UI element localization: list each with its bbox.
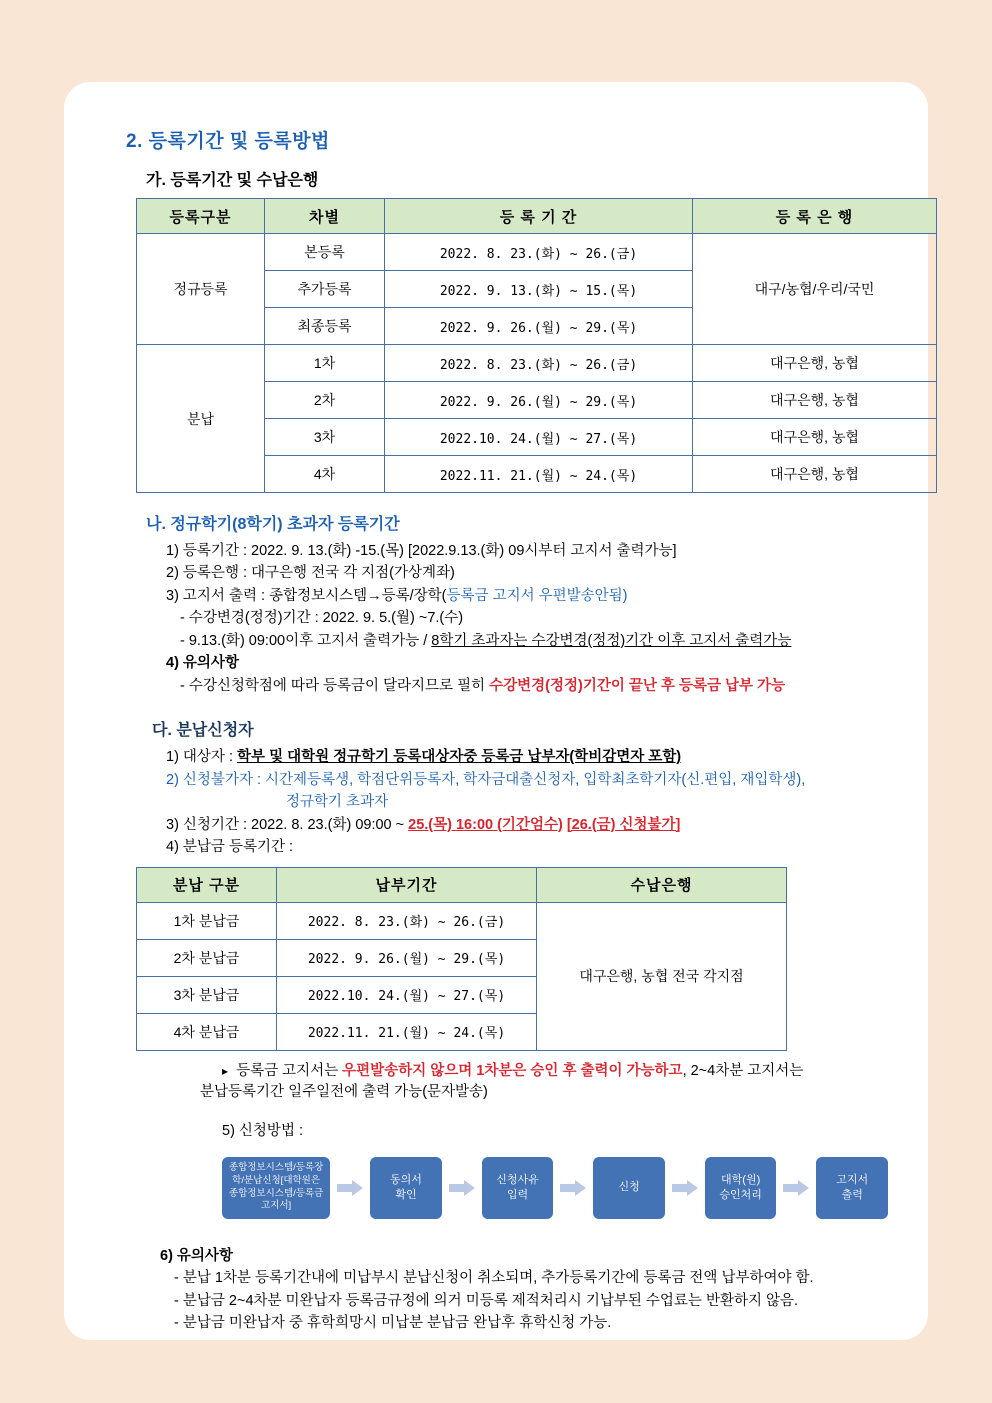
cell-period: 2022.10. 24.(월) ~ 27.(목) [385,419,693,456]
item-c-6-line3: - 분납금 미완납자 중 휴학희망시 미납분 분납금 완납후 휴학신청 가능. [174,1315,612,1331]
note-line-1 [222,1061,888,1083]
cell-period: 2022. 9. 13.(화) ~ 15.(목) [385,271,693,308]
cell-payment-period: 2022.10. 24.(월) ~ 27.(목) [277,976,537,1013]
note-highlight: 우편발송하지 않으며 1차분은 승인 후 출력이 가능하고 [342,1062,683,1079]
item-c-6-line2: - 분납금 2~4차분 미완납자 등록금규정에 의거 미등록 제적처리시 기납부된 수업료는 반환하지 않음. [174,1292,799,1309]
cell-payment-period: 2022. 9. 26.(월) ~ 29.(목) [277,939,537,976]
flow-node-reason-line1: 신청사유 [496,1173,539,1186]
table-header-row [137,867,787,902]
table-row [137,234,937,271]
registration-period-table [136,198,937,493]
col-header-category: 등록구분 [137,199,265,234]
subsection-c-body [166,746,888,858]
item-c-3-deadline: 25.(목) 16:00 (기간엄수) [408,816,563,833]
cell-installment-type: 2차 분납금 [137,939,277,976]
cell-period: 2022. 9. 26.(월) ~ 29.(목) [385,382,693,419]
cell-type: 3차 [265,419,385,456]
table-row [137,345,937,382]
flow-node-reason [482,1157,554,1219]
cell-type: 추가등록 [265,271,385,308]
cell-period: 2022. 9. 26.(월) ~ 29.(목) [385,308,693,345]
arrow-right-icon [672,1180,698,1196]
installment-schedule-table [136,867,787,1051]
cell-period: 2022. 8. 23.(화) ~ 26.(금) [385,345,693,382]
flow-node-print-line1: 고지서 [836,1173,869,1186]
flow-node-approval-line2: 승인처리 [719,1188,762,1201]
cell-period: 2022.11. 21.(월) ~ 24.(목) [385,456,693,493]
flow-node-print [816,1157,888,1219]
cell-bank: 대구은행, 농협 [693,456,937,493]
arrow-right-icon [783,1180,809,1196]
flow-node-apply-line1: 신청 [618,1181,640,1194]
cell-installment-type: 4차 분납금 [137,1013,277,1050]
col-header-receiving-bank: 수납은행 [537,867,787,902]
application-flow-diagram [222,1157,888,1219]
item-c-2-label: 2) 신청불가자 : [166,771,266,788]
triangle-bullet-icon: ▸ [222,1063,229,1078]
cell-group-regular: 정규등록 [137,234,265,345]
item-b-2: 2) 등록은행 : 대구은행 전국 각 지점(가상계좌) [166,565,455,582]
item-c-2-value: 시간제등록생, 학점단위등록자, 학자금대출신청자, 입학최초학기자(신.편입, 재입학생), [265,771,806,788]
item-c-5: 5) 신청방법 : [222,1123,304,1140]
item-c-5-wrapper [166,1120,888,1142]
subsection-c-title: 다. 분납신청자 [152,722,254,740]
subsection-b-body [166,540,888,697]
col-header-period: 등 록 기 간 [385,199,693,234]
section-title-text: 등록기간 및 등록방법 [148,131,330,152]
item-c-6-title: 6) 유의사항 [160,1247,233,1264]
arrow-right-icon [449,1180,475,1196]
flow-node-consent-line2: 확인 [395,1188,417,1201]
note-plain-2: , 2~4차분 고지서는 [682,1062,804,1079]
item-b-3-sub2-underline: 8학기 초과자는 수강변경(정정)기간 이후 고지서 출력가능 [431,632,792,649]
section-number: 2. [126,131,143,152]
item-c-1-plain: 1) 대상자 : [166,749,238,766]
arrow-right-icon [560,1180,586,1196]
item-b-1: 1) 등록기간 : 2022. 9. 13.(화) -15.(목) [2022.9.13.(화) 09시부터 고지서 출력가능] [166,543,677,559]
arrow-right-icon [337,1180,363,1196]
item-b-3-highlight: 등록금 고지서 우편발송안됨 [446,587,623,604]
item-b-3 [166,585,888,607]
document-page [64,82,928,1340]
flow-node-system-line1: 종합정보시스템/등록장 [228,1161,324,1173]
col-header-installment-type: 분납 구분 [137,867,277,902]
item-b-4-title: 4) 유의사항 [166,655,239,672]
cell-type: 4차 [265,456,385,493]
installment-bill-note [200,1061,888,1105]
cell-type: 1차 [265,345,385,382]
cell-type: 본등록 [265,234,385,271]
item-c-1-underline: 학부 및 대학원 정규학기 등록대상자중 등록금 납부자(학비감면자 포함) [237,749,682,766]
item-b-4-plain: - 수강신청학점에 따라 등록금이 달라지므로 필히 [180,677,490,694]
item-c-2 [166,769,888,791]
item-b-4-note [180,675,888,697]
cell-bank: 대구은행, 농협 [693,419,937,456]
table-row [137,902,787,939]
item-b-3-sub2-plain: - 9.13.(화) 09:00이후 고지서 출력가능 / [180,632,432,649]
item-b-3-sub1: - 수강변경(정정)기간 : 2022. 9. 5.(월) ~7.(수) [180,610,464,627]
item-c-3-plain: 3) 신청기간 : 2022. 8. 23.(화) 09:00 ~ [166,816,409,833]
page-title [126,126,888,153]
cell-receiving-bank: 대구은행, 농협 전국 각지점 [537,902,787,1050]
cell-bank: 대구은행, 농협 [693,382,937,419]
cell-payment-period: 2022. 8. 23.(화) ~ 26.(금) [277,902,537,939]
cell-payment-period: 2022.11. 21.(월) ~ 24.(목) [277,1013,537,1050]
flow-node-system-line2: 학/분납신청[대학원은 [232,1174,321,1186]
item-c-2-value2: 정규학기 초과자 [286,794,389,811]
flow-node-system-line4: 고지서] [261,1200,292,1212]
note-plain-1: 등록금 고지서는 [236,1062,343,1079]
item-c-1 [166,746,888,768]
cell-type: 최종등록 [265,308,385,345]
cell-bank-regular: 대구/농협/우리/국민 [693,234,937,345]
item-b-4-warning: 수강변경(정정)기간이 끝난 후 등록금 납부 가능 [489,677,786,694]
flow-node-approval [705,1157,777,1219]
flow-node-consent [370,1157,442,1219]
subsection-a-title: 가. 등록기간 및 수납은행 [146,172,319,189]
item-c-6-wrapper [160,1245,888,1335]
flow-node-reason-line2: 입력 [506,1188,529,1201]
table-header-row [137,199,937,234]
flow-node-print-line2: 출력 [841,1188,863,1201]
flow-node-approval-line1: 대학(원) [721,1173,761,1186]
item-b-3-suffix: ) [622,587,628,604]
flow-node-system [222,1157,330,1219]
col-header-bank: 등 록 은 행 [693,199,937,234]
cell-installment-type: 1차 분납금 [137,902,277,939]
subsection-b-title: 나. 정규학기(8학기) 초과자 등록기간 [146,516,400,533]
item-c-3 [166,814,888,836]
item-c-3-unavailable: [26.(금) 신청불가] [566,816,681,833]
flow-node-consent-line1: 동의서 [390,1173,422,1186]
flow-node-apply [593,1157,665,1219]
item-b-3-sub2 [180,630,888,652]
cell-installment-type: 3차 분납금 [137,976,277,1013]
cell-type: 2차 [265,382,385,419]
col-header-payment-period: 납부기간 [277,867,537,902]
note-line-2: 분납등록기간 일주일전에 출력 가능(문자발송) [200,1084,488,1101]
item-c-2-value2-line [286,791,888,813]
item-c-6-line1: - 분납 1차분 등록기간내에 미납부시 분납신청이 취소되며, 추가등록기간에 등록금 전액 납부하여야 함. [174,1270,814,1287]
cell-bank: 대구은행, 농협 [693,345,937,382]
cell-period: 2022. 8. 23.(화) ~ 26.(금) [385,234,693,271]
item-c-4: 4) 분납금 등록기간 : [166,839,294,856]
item-b-3-prefix: 3) 고지서 출력 : 종합정보시스템→등록/장학( [166,587,447,604]
cell-group-installment: 분납 [137,345,265,493]
col-header-type: 차별 [265,199,385,234]
flow-node-system-line3: 종합정보시스템/등록금 [228,1187,324,1199]
